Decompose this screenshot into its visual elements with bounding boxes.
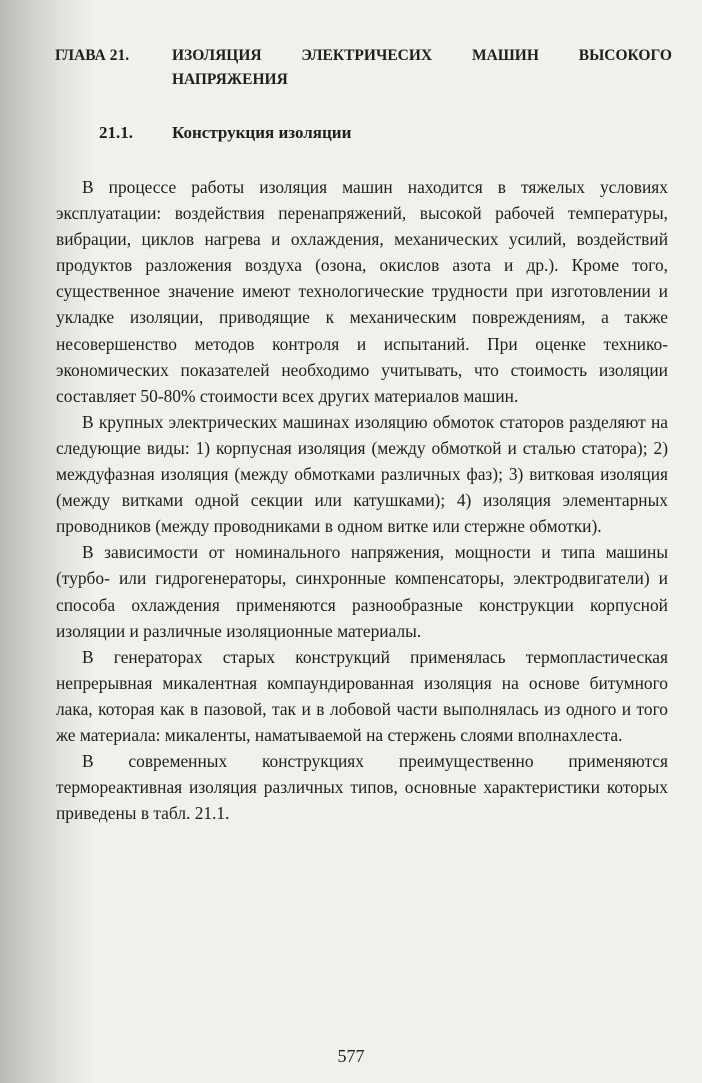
body-text xyxy=(56,174,668,826)
section-title: Конструкция изоляции xyxy=(172,123,352,142)
chapter-title-line1: ИЗОЛЯЦИЯ ЭЛЕКТРИЧЕСИХ МАШИН ВЫСОКОГО xyxy=(172,47,672,64)
paragraph: В крупных электрических машинах изоляцию обмоток статоров разделяют на следующие виды: 1) корпусная изоляция (между обмоткой и сталью статора); 2) междуфазная изоляция (между обмотками различных фаз); 3) витковая изоляция (между витками одной секции или катушками); 4) изоляция элементарных проводников (между проводниками в одном витке или стержне обмотки). xyxy=(56,411,668,537)
paragraph: В процессе работы изоляция машин находится в тяжелых условиях эксплуатации: воздействия перенапряжений, высокой рабочей температуры, вибрации, циклов нагрева и охлаждения, механических усилий, воздействий продуктов разложения воздуха (озона, окислов азота и др.). Кроме того, существенное значение имеют технологические трудности при изготовлении и укладке изоляции, приводящие к механическим повреждениям, а также несовершенство методов контроля и испытаний. При оценке технико-экономических показателей необходимо учитывать, что стоимость изоляции составляет 50-80% стоимости всех других материалов машин. xyxy=(56,177,668,406)
section-number: 21.1. xyxy=(99,123,133,142)
page-number: 577 xyxy=(337,1046,365,1066)
chapter-title-line2: НАПРЯЖЕНИЯ xyxy=(172,71,288,88)
chapter-number: ГЛАВА 21. xyxy=(55,47,130,64)
paragraph: В современных конструкциях преимущественно применяются термореактивная изоляция различных типов, основные характеристики которых приведены в табл. 21.1. xyxy=(56,751,668,824)
paragraph: В зависимости от номинального напряжения, мощности и типа машины (турбо- или гидрогенераторы, синхронные компенсаторы, электродвигатели) и способа охлаждения применяются разнообразные конструкции корпусной изоляции и различные изоляционные материалы. xyxy=(56,542,668,641)
paragraph: В генераторах старых конструкций применялась термопластическая непрерывная микалентная компаундированная изоляция на основе битумного лака, которая как в пазовой, так и в лобовой части выполнялась из одного и того же материала: микаленты, наматываемой на стержень слоями вполнахлеста. xyxy=(56,646,668,745)
